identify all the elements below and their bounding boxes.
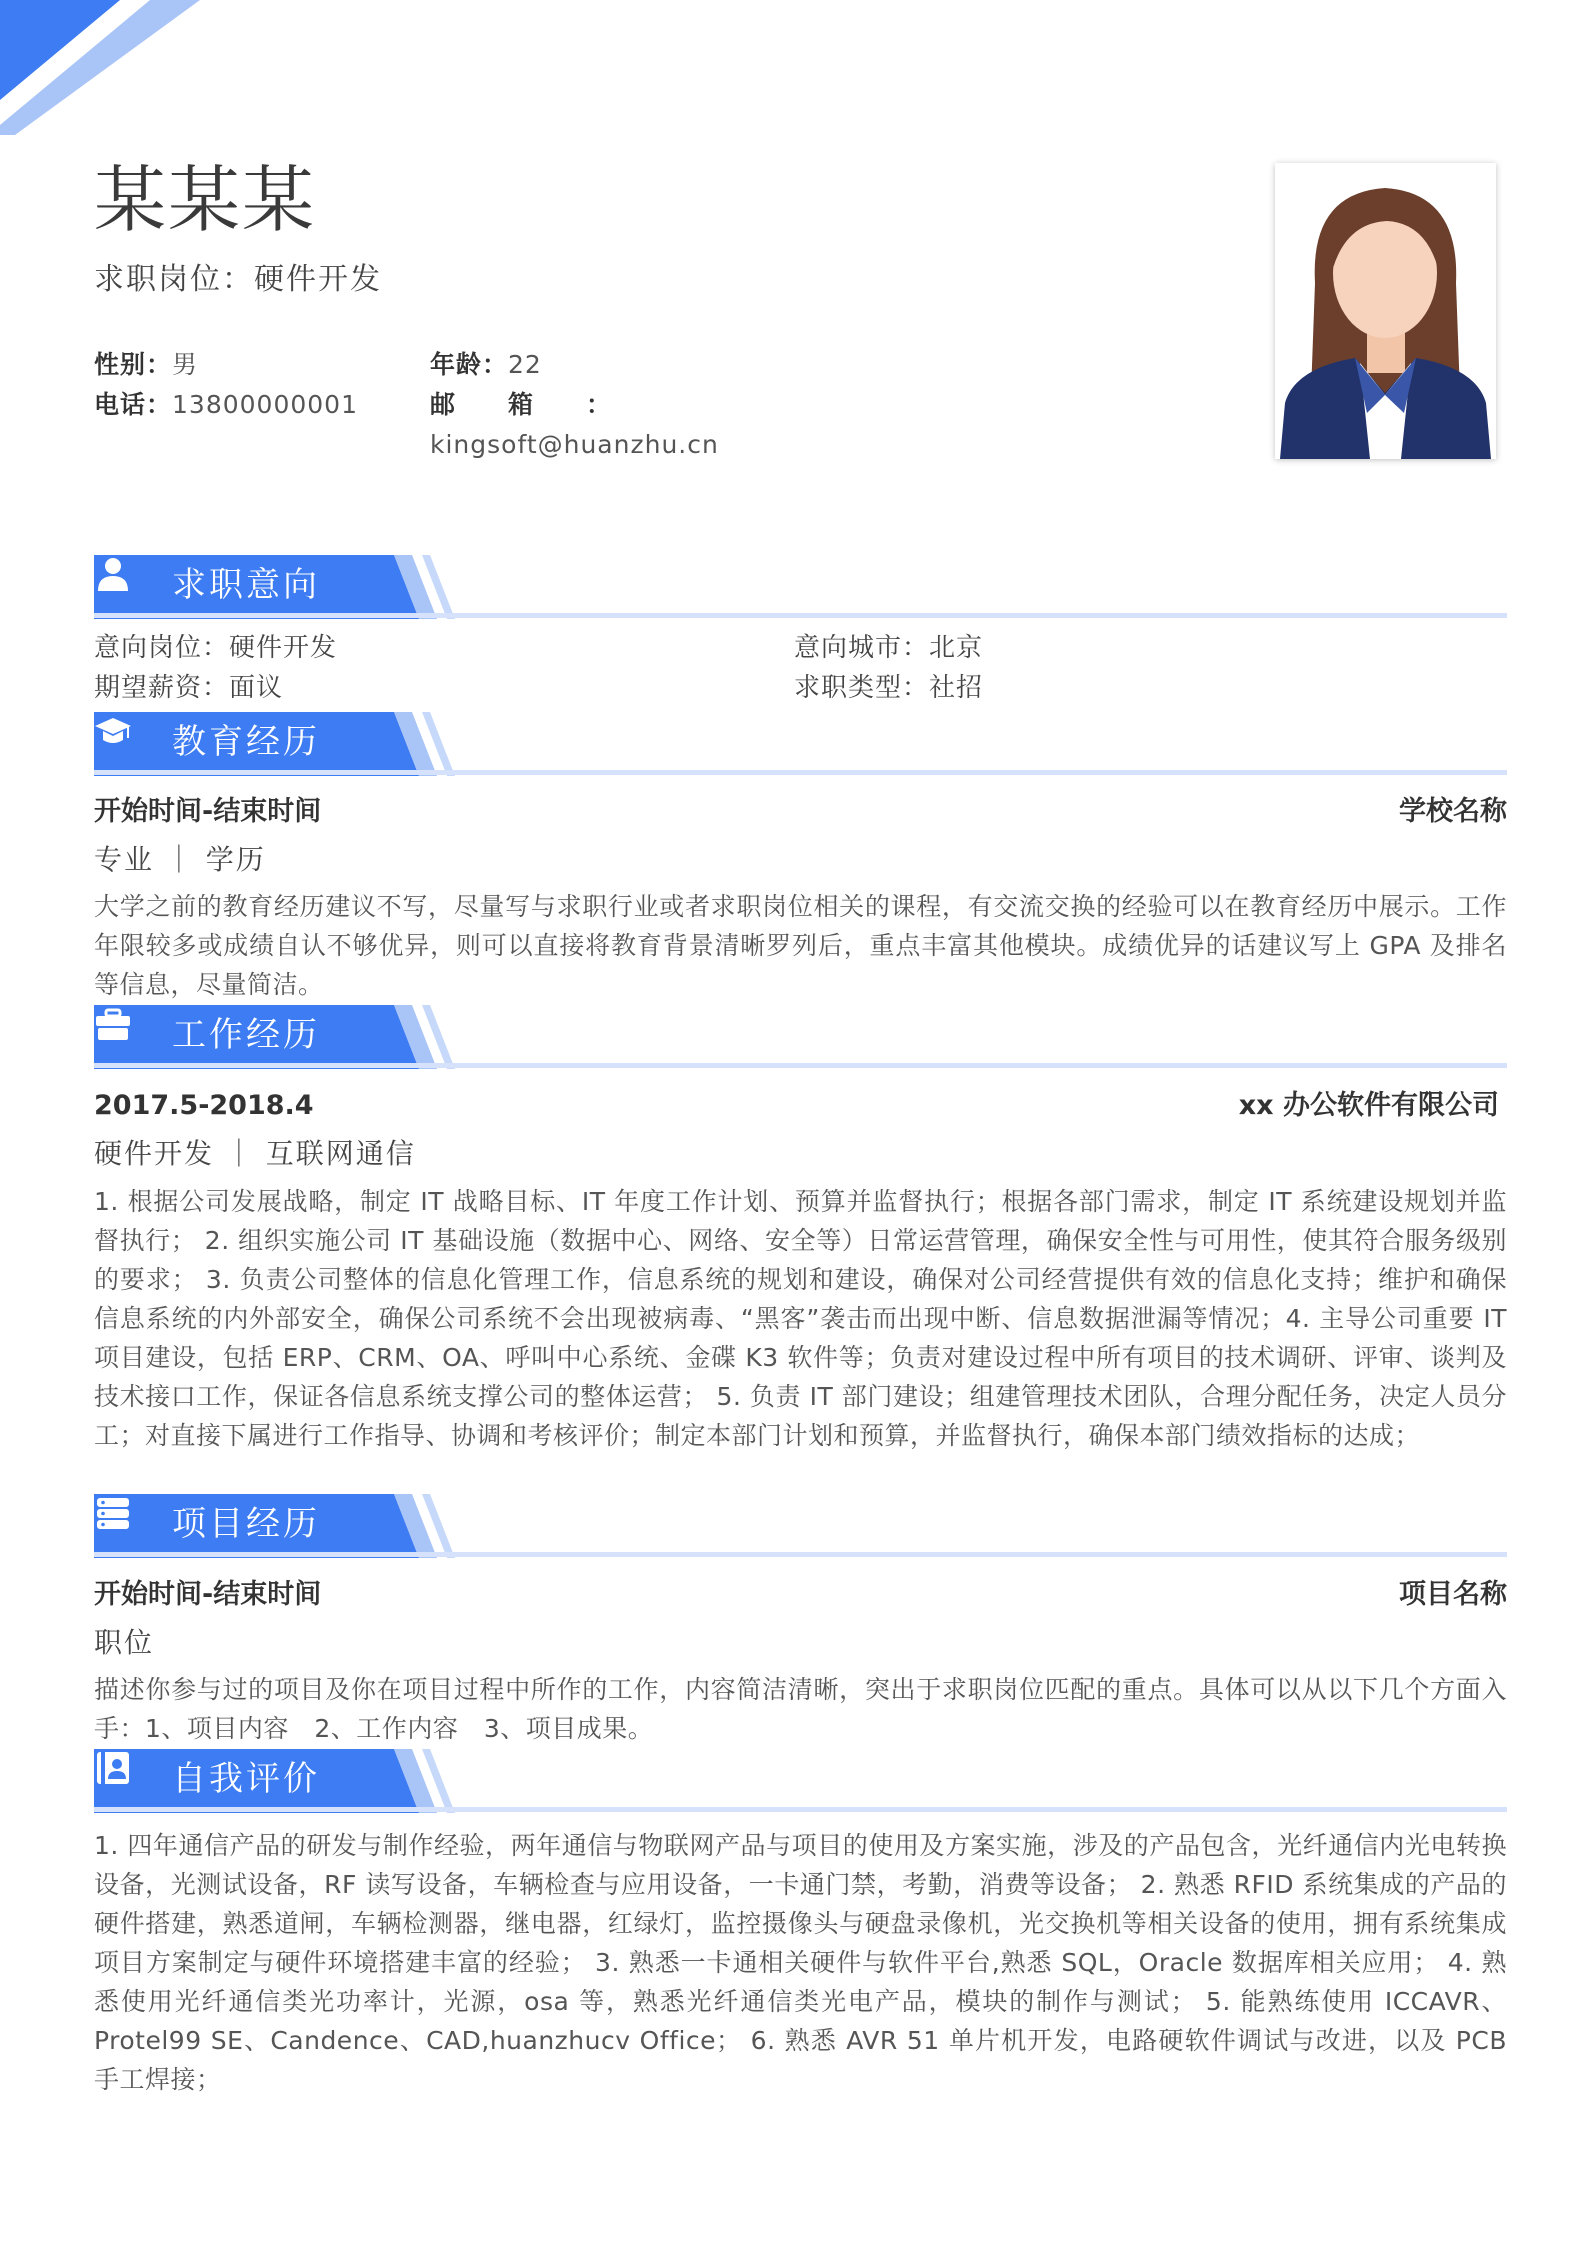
work-meta-row — [94, 1086, 1507, 1126]
education-major: 专业 ｜ 学历 — [94, 843, 266, 876]
section-title: 工作经历 — [172, 1015, 320, 1055]
project-time: 开始时间-结束时间 — [94, 1579, 322, 1610]
gender-value: 男 — [172, 350, 199, 379]
project-name: 项目名称 — [1399, 1579, 1507, 1610]
section-title: 教育经历 — [172, 722, 320, 762]
work-company: xx 办公软件有限公司 — [1238, 1090, 1499, 1121]
intent-position: 意向岗位：硬件开发 — [94, 633, 338, 663]
intent-type: 求职类型：社招 — [794, 673, 984, 703]
section-project-header — [94, 1494, 1507, 1558]
project-meta-row — [94, 1575, 1507, 1615]
email-value: kingsoft@huanzhu.cn — [430, 430, 719, 459]
user-icon — [94, 555, 132, 593]
avatar-illustration — [1275, 163, 1496, 459]
work-time: 2017.5-2018.4 — [94, 1090, 314, 1121]
phone-info — [94, 386, 358, 424]
phone-value: 13800000001 — [172, 390, 358, 419]
gender-label: 性别： — [94, 350, 173, 379]
age-value: 22 — [508, 350, 542, 379]
id-card-icon — [94, 1749, 132, 1787]
education-meta-row — [94, 792, 1507, 832]
section-self-header — [94, 1749, 1507, 1813]
phone-label: 电话： — [94, 390, 173, 419]
age-label: 年龄： — [430, 350, 509, 379]
education-description: 大学之前的教育经历建议不写，尽量写与求职行业或者求职岗位相关的课程，有交流交换的经验可以在教育经历中展示。工作年限较多或成绩自认不够优异，则可以直接将教育背景清晰罗列后，重点丰富其他模块。成绩优异的话建议写上 GPA 及排名等信息，尽量简洁。 — [94, 892, 1507, 999]
section-title: 求职意向 — [172, 565, 320, 605]
email-info — [430, 386, 612, 424]
database-icon — [94, 1494, 132, 1532]
section-title: 自我评价 — [172, 1759, 320, 1799]
gender-info — [94, 346, 198, 384]
job-title: 求职岗位：硬件开发 — [94, 262, 382, 297]
section-education-header — [94, 712, 1507, 776]
section-title: 项目经历 — [172, 1504, 320, 1544]
self-evaluation-description: 1. 四年通信产品的研发与制作经验，两年通信与物联网产品与项目的使用及方案实施，涉及的产品包含，光纤通信内光电转换设备，光测试设备，RF 读写设备，车辆检查与应用设备，一卡通门禁，考勤，消费等设备； 2. 熟悉 RFID 系统集成的产品的硬件搭建，熟悉道闸，车辆检测器，继电器，红绿灯，监控摄像头与硬盘录像机，光交换机等相关设备的使用，拥有系统集成项目方案制定与硬件环境搭建丰富的经验； 3. 熟悉一卡通相关硬件与软件平台,熟悉 SQL，Oracle 数据库相关应用； 4. 熟悉使用光纤通信类光功率计，光源，osa 等，熟悉光纤通信类光电产品，模块的制作与测试； 5. 能熟练使用 ICCAVR、Protel99 SE、Candence、CAD,huanzhucv Office； 6. 熟悉 AVR 51 单片机开发，电路硬软件调试与改进，以及 PCB 手工焊接； — [94, 1831, 1507, 2094]
briefcase-icon — [94, 1005, 132, 1043]
intent-salary: 期望薪资：面议 — [94, 673, 284, 703]
age-info — [430, 346, 542, 384]
education-time: 开始时间-结束时间 — [94, 796, 322, 827]
project-role: 职位 — [94, 1626, 155, 1659]
education-school: 学校名称 — [1399, 796, 1507, 827]
candidate-name: 某某某 — [94, 158, 317, 242]
intent-city: 意向城市：北京 — [794, 633, 984, 663]
email-label: 邮 箱 ： — [430, 390, 613, 419]
section-intent-header — [94, 555, 1507, 619]
avatar-photo — [1275, 163, 1496, 459]
section-work-header — [94, 1005, 1507, 1069]
graduation-cap-icon — [94, 712, 132, 750]
project-description: 描述你参与过的项目及你在项目过程中所作的工作，内容简洁清晰，突出于求职岗位匹配的重点。具体可以从以下几个方面入手：1、项目内容 2、工作内容 3、项目成果。 — [94, 1675, 1507, 1743]
corner-decoration — [0, 0, 220, 150]
work-role: 硬件开发 ｜ 互联网通信 — [94, 1137, 416, 1170]
work-description: 1. 根据公司发展战略，制定 IT 战略目标、IT 年度工作计划、预算并监督执行；根据各部门需求，制定 IT 系统建设规划并监督执行； 2. 组织实施公司 IT 基础设施（数据中心、网络、安全等）日常运营管理，确保安全性与可用性，使其符合服务级别的要求； 3. 负责公司整体的信息化管理工作，信息系统的规划和建设，确保对公司经营提供有效的信息化支持；维护和确保信息系统的内外部安全，确保公司系统不会出现被病毒、“黑客”袭击而出现中断、信息数据泄漏等情况；4. 主导公司重要 IT 项目建设，包括 ERP、CRM、OA、呼叫中心系统、金碟 K3 软件等；负责对建设过程中所有项目的技术调研、评审、谈判及技术接口工作，保证各信息系统支撑公司的整体运营； 5. 负责 IT 部门建设；组建管理技术团队，合理分配任务，决定人员分工；对直接下属进行工作指导、协调和考核评价；制定本部门计划和预算，并监督执行，确保本部门绩效指标的达成； — [94, 1187, 1507, 1450]
